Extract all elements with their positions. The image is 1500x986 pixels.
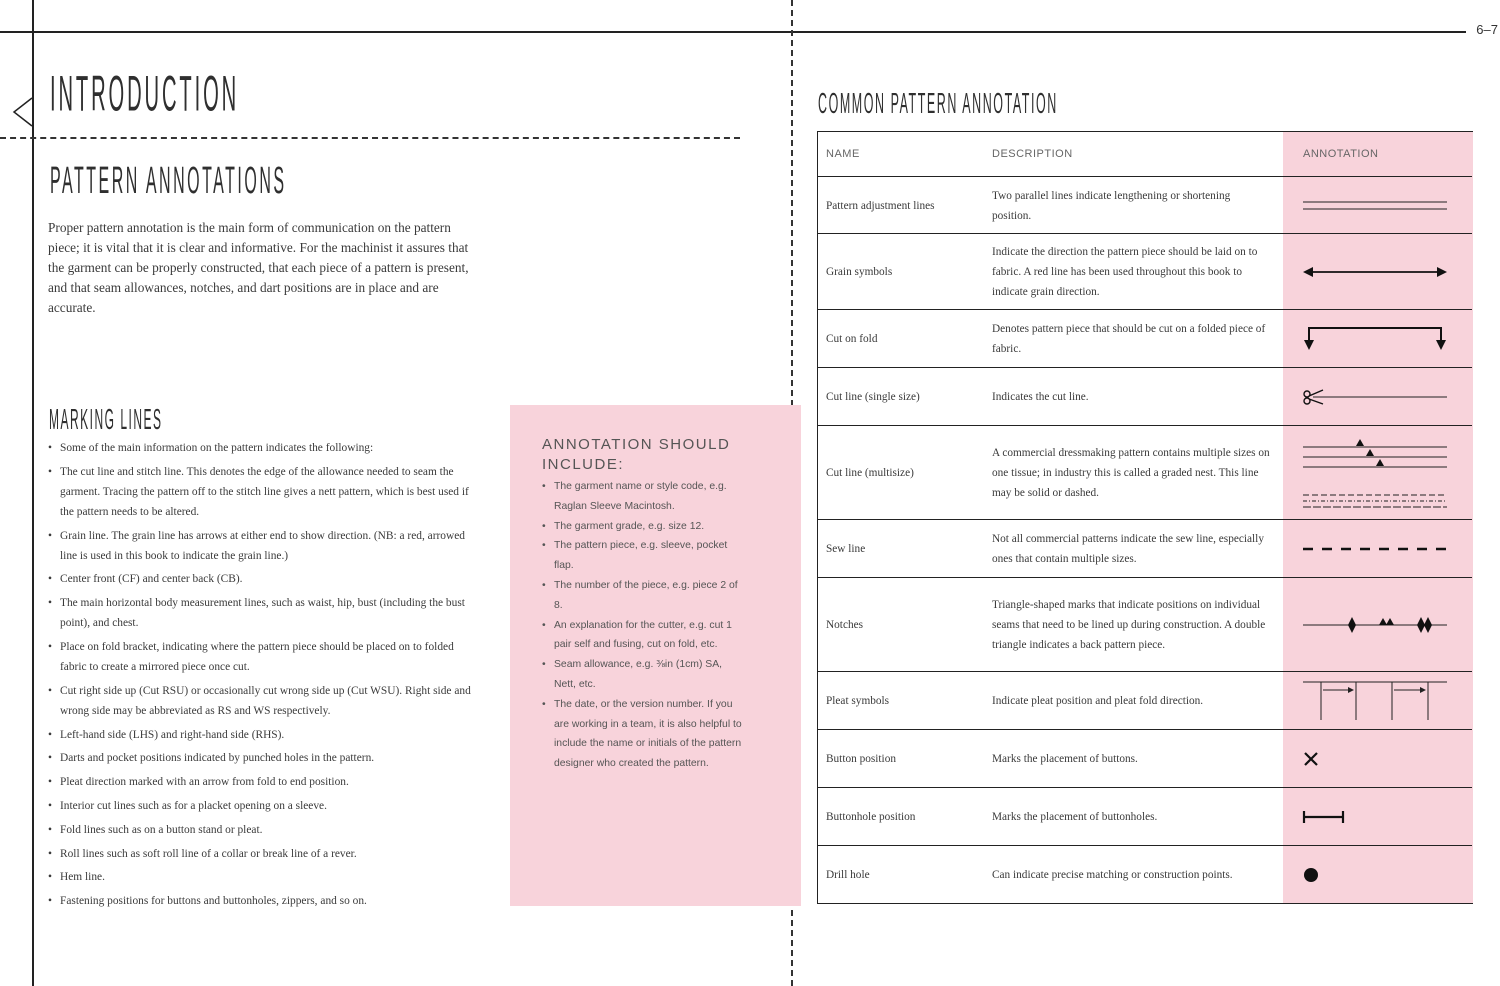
dashed-line-icon — [1303, 546, 1448, 552]
cross-icon — [1303, 751, 1319, 767]
annotation-table — [817, 131, 1473, 904]
notches-icon — [1303, 615, 1448, 635]
info-box-list — [542, 477, 742, 774]
list-item: • Place on fold bracket, indicating where the pattern piece should be placed on to folded fabric to create a mirrored piece once cut. — [48, 637, 480, 677]
pleat-icon — [1303, 680, 1448, 722]
table-row — [818, 367, 1472, 426]
row-description: Triangle-shaped marks that indicate positions on individual seams that need to be lined up during construction. A double triangle indicates a back pattern piece. — [992, 599, 1266, 651]
scissors-line-icon — [1303, 388, 1448, 406]
row-description: Indicate the direction the pattern piece should be laid on to fabric. A red line has been used throughout this book to indicate grain direction. — [992, 246, 1258, 298]
table-row — [818, 519, 1472, 578]
row-description: Two parallel lines indicate lengthening or shortening position. — [992, 189, 1231, 222]
row-name: Grain symbols — [826, 266, 893, 278]
table-row — [818, 309, 1472, 368]
chevron-left-icon — [10, 96, 36, 136]
list-item: • The main horizontal body measurement lines, such as waist, hip, bust (including the bust point), and chest. — [48, 593, 480, 633]
list-item: • Fold lines such as on a button stand or pleat. — [48, 820, 480, 840]
grain-arrow-icon — [1303, 265, 1448, 279]
parallel-lines-icon — [1303, 199, 1448, 213]
list-item: • An explanation for the cutter, e.g. cut 1 pair self and fusing, cut on fold, etc. — [542, 616, 742, 656]
list-item: • Fastening positions for buttons and buttonholes, zippers, and so on. — [48, 891, 480, 911]
row-description: Indicates the cut line. — [992, 391, 1089, 403]
list-item: • Cut right side up (Cut RSU) or occasionally cut wrong side up (Cut WSU). Right side and wrong side may be abbreviated as RS and WS respectively. — [48, 681, 480, 721]
table-row — [818, 577, 1472, 672]
list-item: • Darts and pocket positions indicated by punched holes in the pattern. — [48, 748, 480, 768]
list-item: • The pattern piece, e.g. sleeve, pocket flap. — [542, 536, 742, 576]
info-box-title: ANNOTATION SHOULD INCLUDE: — [542, 436, 731, 473]
drill-hole-icon — [1303, 867, 1319, 883]
list-item: • Some of the main information on the pattern indicates the following: — [48, 438, 480, 458]
graded-nest-icon — [1303, 435, 1448, 511]
row-description: Marks the placement of buttonholes. — [992, 811, 1158, 823]
row-description: A commercial dressmaking pattern contains multiple sizes on one tissue; in industry this is called a graded nest. This line may be solid or dashed. — [992, 447, 1270, 499]
fold-bracket-icon — [1303, 326, 1448, 352]
intro-paragraph: Proper pattern annotation is the main form of communication on the pattern piece; it is vital that it is clear and informative. For the machinist it assures that the garment can be properly constructed, that each piece of a pattern is present, and that seam allowances, notches, and dart positions are in place and are accurate. — [48, 220, 469, 315]
table-title: COMMON PATTERN ANNOTATION — [818, 88, 1058, 121]
table-row — [818, 233, 1472, 310]
list-item: • Grain line. The grain line has arrows at either end to show direction. (NB: a red, arrowed line is used in this book to indicate the grain line.) — [48, 526, 480, 566]
row-description: Not all commercial patterns indicate the sew line, especially ones that contain multiple sizes. — [992, 533, 1264, 565]
row-name: Drill hole — [826, 869, 870, 881]
list-item: • Center front (CF) and center back (CB). — [48, 569, 480, 589]
list-item: • The garment name or style code, e.g. Raglan Sleeve Macintosh. — [542, 477, 742, 517]
table-row — [818, 671, 1472, 730]
list-item: • The cut line and stitch line. This denotes the edge of the allowance needed to seam the garment. Tracing the pattern off to the stitch line gives a nett pattern, which is best used if the pattern needs to be altered. — [48, 462, 480, 522]
table-row — [818, 425, 1472, 520]
list-item: • Pleat direction marked with an arrow from fold to end position. — [48, 772, 480, 792]
row-name: Cut line (single size) — [826, 391, 920, 403]
section-title: PATTERN ANNOTATIONS — [50, 158, 287, 202]
row-name: Pleat symbols — [826, 695, 890, 707]
header-name: NAME — [826, 148, 860, 160]
annotation-info-box — [510, 405, 801, 906]
header-description: DESCRIPTION — [992, 148, 1073, 160]
row-description: Indicate pleat position and pleat fold direction. — [992, 695, 1204, 707]
page-title: INTRODUCTION — [50, 65, 240, 122]
list-item: • Roll lines such as soft roll line of a collar or break line of a rever. — [48, 844, 480, 864]
list-item: • The number of the piece, e.g. piece 2 of 8. — [542, 576, 742, 616]
row-description: Can indicate precise matching or construction points. — [992, 869, 1233, 881]
row-name: Cut on fold — [826, 333, 878, 345]
table-row — [818, 845, 1472, 904]
marking-lines-title: MARKING LINES — [49, 404, 163, 437]
list-item: • Left-hand side (LHS) and right-hand side (RHS). — [48, 725, 480, 745]
margin-line-vertical — [32, 0, 34, 986]
marking-lines-list — [48, 438, 480, 915]
row-name: Cut line (multisize) — [826, 467, 914, 479]
buttonhole-icon — [1303, 810, 1345, 824]
row-name: Sew line — [826, 543, 866, 555]
row-name: Button position — [826, 753, 896, 765]
row-name: Notches — [826, 619, 864, 631]
row-description: Denotes pattern piece that should be cut on a folded piece of fabric. — [992, 323, 1266, 355]
row-name: Pattern adjustment lines — [826, 199, 935, 212]
table-row — [818, 787, 1472, 846]
row-description: Marks the placement of buttons. — [992, 753, 1138, 765]
table-row — [818, 729, 1472, 788]
table-header-row — [818, 132, 1472, 176]
row-name: Buttonhole position — [826, 811, 916, 823]
heading-dashed-divider — [0, 137, 740, 139]
table-row — [818, 176, 1472, 234]
page-number: 6–7 — [1476, 22, 1498, 37]
margin-line-top — [0, 31, 1466, 33]
list-item: • The date, or the version number. If you are working in a team, it is also helpful to include the name or initials of the pattern designer who created the pattern. — [542, 695, 742, 774]
list-item: • The garment grade, e.g. size 12. — [542, 517, 742, 537]
list-item: • Hem line. — [48, 867, 480, 887]
header-annotation: ANNOTATION — [1303, 148, 1379, 160]
list-item: • Seam allowance, e.g. ⅜in (1cm) SA, Nett, etc. — [542, 655, 742, 695]
list-item: • Interior cut lines such as for a placket opening on a sleeve. — [48, 796, 480, 816]
